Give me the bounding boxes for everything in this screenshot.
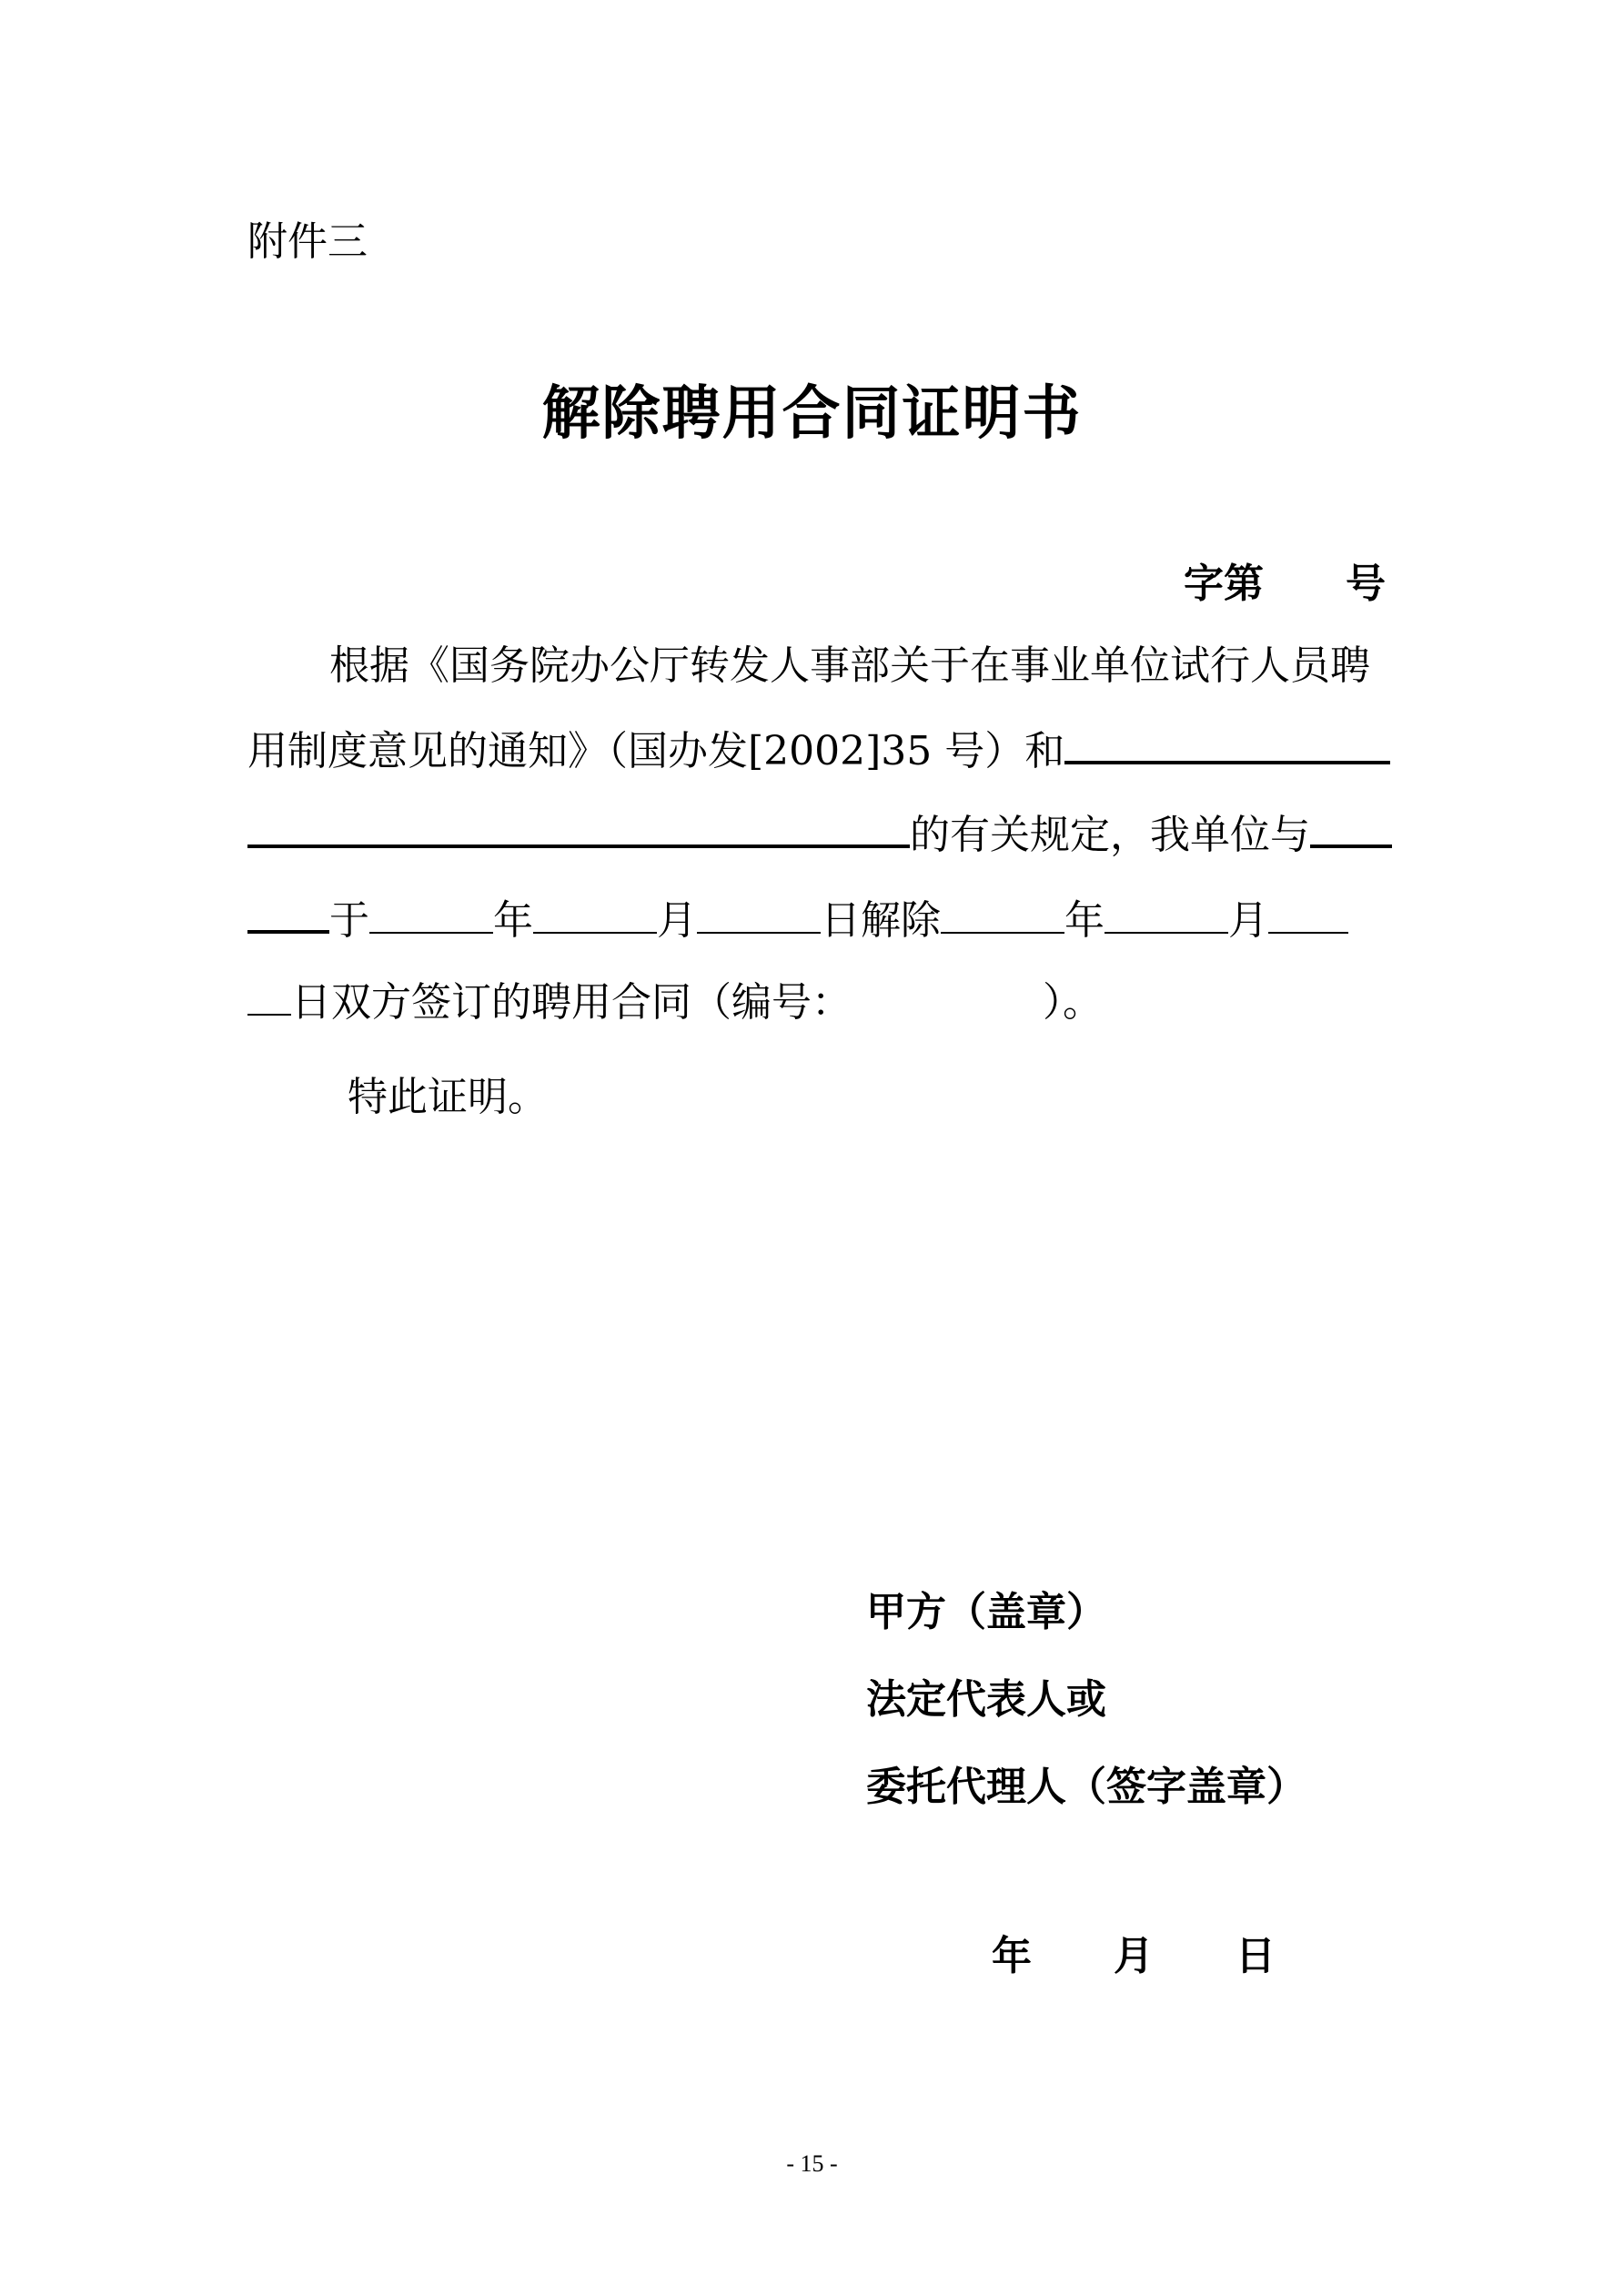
date-day-label: 日	[1236, 1933, 1276, 1979]
employee-blank-2	[247, 890, 329, 934]
signed-day-blank-1	[1268, 892, 1348, 934]
body-line-6: 特此证明。	[348, 1074, 548, 1120]
body-line-5	[247, 974, 1103, 1030]
body-line-2-text: 用制度意见的通知》（国办发[2002]35 号）和	[247, 728, 1065, 774]
terminate-month-blank	[533, 892, 657, 934]
text-nian-1: 年	[493, 897, 533, 944]
body-line-4	[247, 890, 1348, 948]
legal-representative: 法定代表人或	[866, 1676, 1106, 1723]
text-yu: 于	[329, 897, 369, 944]
body-line-1: 根据《国务院办公厅转发人事部关于在事业单位试行人员聘	[329, 642, 1370, 689]
doc-number-hao: 号	[1346, 561, 1386, 607]
terminate-day-blank	[697, 892, 821, 934]
regulation-blank-1	[1064, 721, 1390, 764]
body-line-5-end: ）。	[1043, 979, 1103, 1026]
authorized-agent: 委托代理人（签字盖章）	[866, 1764, 1306, 1810]
body-line-2	[247, 721, 1390, 779]
text-yue-2: 月	[1228, 897, 1268, 944]
employee-blank-1	[1310, 804, 1392, 848]
date-month-label: 月	[1114, 1933, 1154, 1979]
party-a-seal: 甲方（盖章）	[866, 1589, 1106, 1635]
page-number: - 15 -	[786, 2150, 838, 2177]
doc-number-zidi: 字第	[1184, 561, 1264, 607]
regulation-blank-2	[247, 804, 910, 848]
date-year-label: 年	[992, 1933, 1032, 1979]
body-line-3-text: 的有关规定，我单位与	[910, 812, 1310, 858]
signed-month-blank	[1105, 892, 1228, 934]
attachment-label: 附件三	[247, 218, 368, 265]
document-number	[1184, 557, 1386, 612]
body-line-5-text: 日双方签订的聘用合同（编号：	[291, 979, 852, 1026]
signed-year-blank	[941, 892, 1064, 934]
sign-date	[992, 1929, 1276, 1984]
document-title: 解除聘用合同证明书	[541, 380, 1083, 448]
text-yue-1: 月	[657, 897, 697, 944]
signed-day-blank-2	[247, 974, 291, 1016]
body-line-3	[247, 804, 1392, 863]
text-ri-jiechu: 日解除	[821, 897, 941, 944]
text-nian-2: 年	[1064, 897, 1105, 944]
terminate-year-blank	[369, 892, 493, 934]
